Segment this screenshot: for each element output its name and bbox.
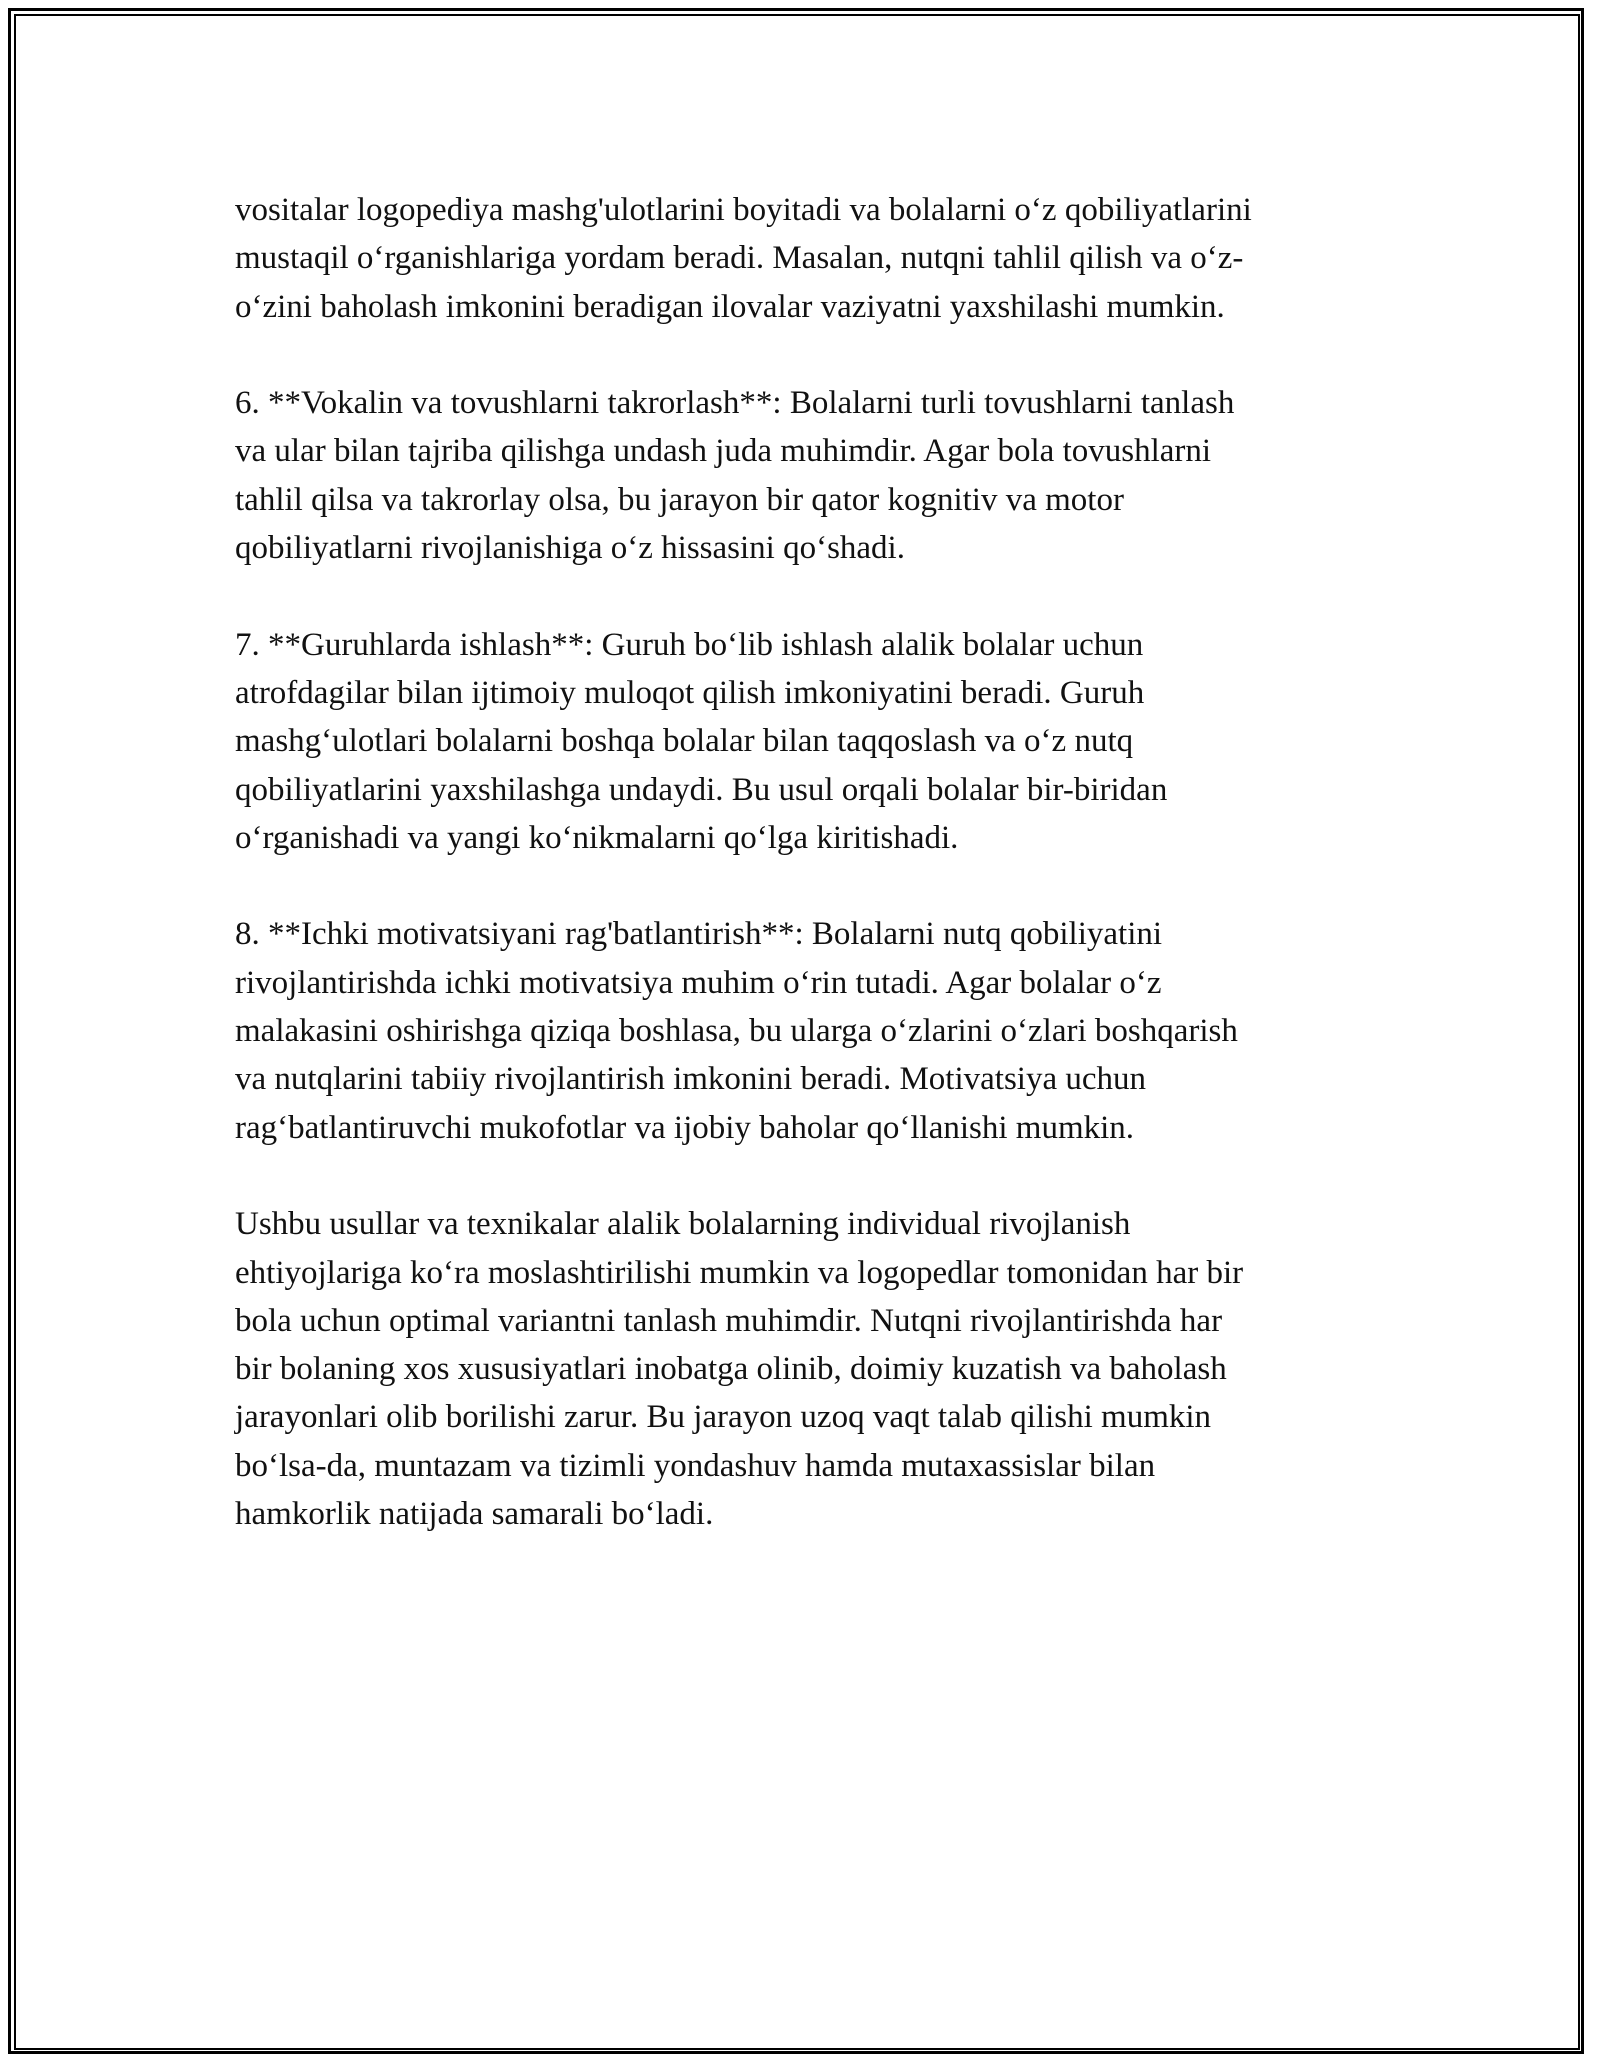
text-line: va nutqlarini tabiiy rivojlantirish imkonini beradi. Motivatsiya uchun xyxy=(235,1061,1147,1098)
text-line: tahlil qilsa va takrorlay olsa, bu jarayon bir qator kognitiv va motor xyxy=(235,481,1124,518)
paragraph-conclusion xyxy=(235,1200,1375,1538)
paragraph-item-7 xyxy=(235,621,1375,862)
text-line: o‘rganishadi va yangi ko‘nikmalarni qo‘lga kiritishadi. xyxy=(235,819,959,856)
text-line: ehtiyojlariga ko‘ra moslashtirilishi mumkin va logopedlar tomonidan har bir xyxy=(235,1254,1244,1291)
paragraph-continuation xyxy=(235,186,1375,331)
text-line: 6. **Vokalin va tovushlarni takrorlash**: Bolalarni turli tovushlarni tanlash xyxy=(235,385,1235,422)
text-line: rag‘batlantiruvchi mukofotlar va ijobiy baholar qo‘llanishi mumkin. xyxy=(235,1109,1135,1146)
text-line: mashg‘ulotlari bolalarni boshqa bolalar bilan taqqoslash va o‘z nutq xyxy=(235,723,1134,760)
text-line: bo‘lsa-da, muntazam va tizimli yondashuv hamda mutaxassislar bilan xyxy=(235,1447,1156,1484)
paragraph-item-6 xyxy=(235,379,1375,572)
paragraph-item-8 xyxy=(235,910,1375,1151)
text-line: atrofdagilar bilan ijtimoiy muloqot qilish imkoniyatini beradi. Guruh xyxy=(235,674,1145,711)
text-line: hamkorlik natijada samarali bo‘ladi. xyxy=(235,1496,714,1533)
text-line: malakasini oshirishga qiziqa boshlasa, bu ularga o‘zlarini o‘zlari boshqarish xyxy=(235,1013,1238,1050)
text-line: o‘zini baholash imkonini beradigan ilovalar vaziyatni yaxshilashi mumkin. xyxy=(235,288,1225,325)
text-line: bir bolaning xos xususiyatlari inobatga olinib, doimiy kuzatish va baholash xyxy=(235,1351,1227,1388)
text-line: mustaqil o‘rganishlariga yordam beradi. Masalan, nutqni tahlil qilish va o‘z- xyxy=(235,240,1244,277)
text-line: va ular bilan tajriba qilishga undash juda muhimdir. Agar bola tovushlarni xyxy=(235,433,1212,470)
text-line: qobiliyatlarini yaxshilashga undaydi. Bu usul orqali bolalar bir-biridan xyxy=(235,771,1168,808)
text-line: qobiliyatlarni rivojlanishiga o‘z hissasini qo‘shadi. xyxy=(235,530,905,567)
text-line: Ushbu usullar va texnikalar alalik bolalarning individual rivojlanish xyxy=(235,1206,1131,1243)
text-line: rivojlantirishda ichki motivatsiya muhim o‘rin tutadi. Agar bolalar o‘z xyxy=(235,964,1162,1001)
text-line: jarayonlari olib borilishi zarur. Bu jarayon uzoq vaqt talab qilishi mumkin xyxy=(235,1399,1212,1436)
text-line: bola uchun optimal variantni tanlash muhimdir. Nutqni rivojlantirishda har xyxy=(235,1302,1223,1339)
text-line: 8. **Ichki motivatsiyani rag'batlantirish**: Bolalarni nutq qobiliyatini xyxy=(235,916,1163,953)
document-body xyxy=(235,186,1375,1587)
text-line: vositalar logopediya mashg'ulotlarini boyitadi va bolalarni o‘z qobiliyatlarini xyxy=(235,192,1252,228)
text-line: 7. **Guruhlarda ishlash**: Guruh bo‘lib ishlash alalik bolalar uchun xyxy=(235,626,1144,663)
